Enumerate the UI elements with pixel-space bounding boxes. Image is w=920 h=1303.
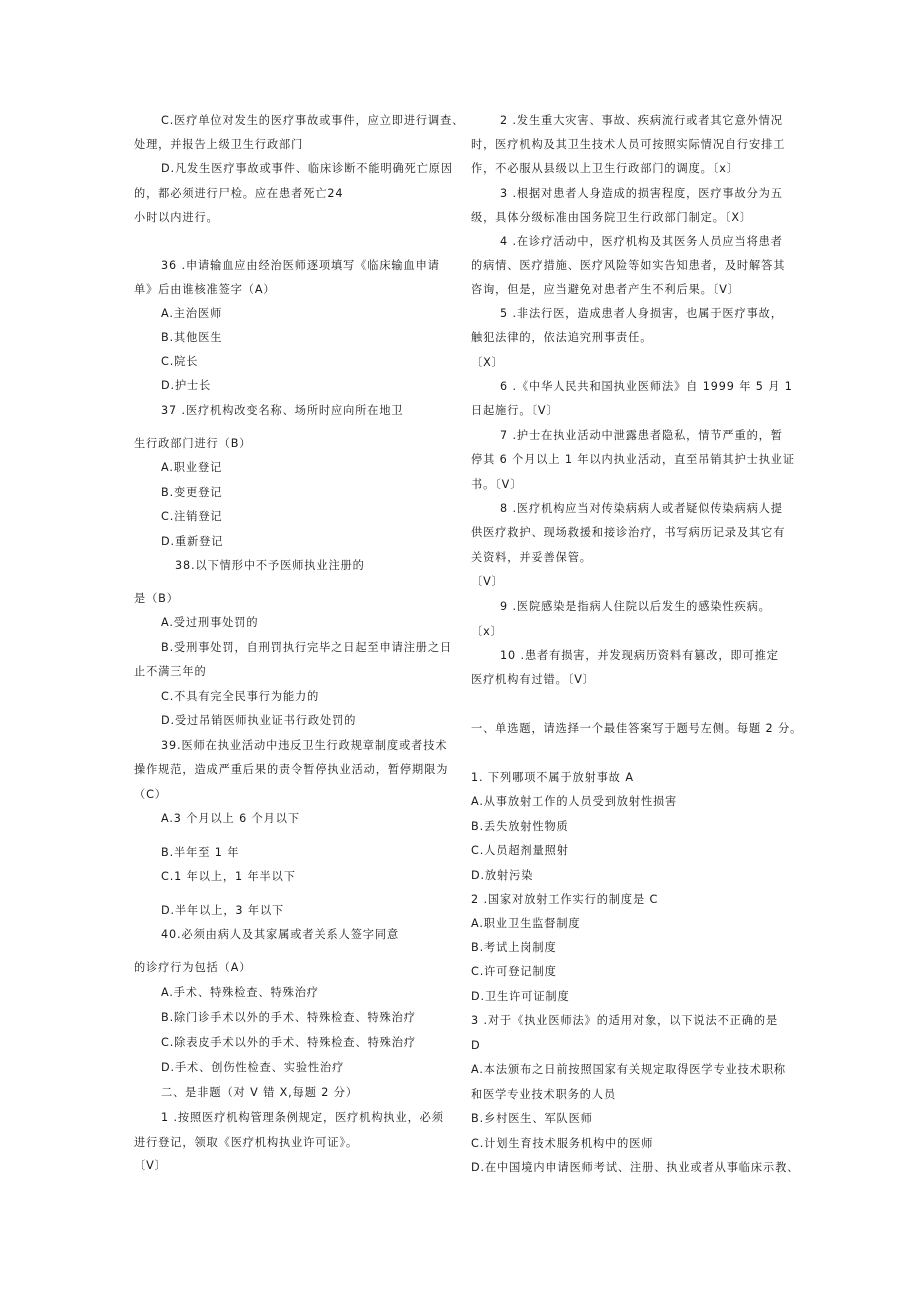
option-line: B.变更登记: [161, 486, 223, 499]
text-line: （C）: [134, 788, 167, 801]
right-column: [460, 0, 920, 1303]
option-line: B.受刑事处罚，自刑罚执行完毕之日起至申请注册之日: [161, 641, 453, 654]
text-line: 小时以内进行。: [134, 211, 219, 224]
option-line: C.许可登记制度: [471, 965, 557, 978]
option-line: B.其他医生: [161, 331, 223, 344]
text-line: 触犯法律的，依法追究刑事责任。: [471, 331, 653, 344]
answer-mark: D: [471, 1039, 481, 1052]
true-false-item-10: 10 .患者有损害，并发现病历资料有篡改，即可推定: [500, 649, 779, 662]
text-line: D.凡发生医疗事故或事件、临床诊断不能明确死亡原因: [161, 162, 453, 175]
text-line: 书。〔V〕: [471, 478, 523, 491]
question-36: 36 .申请输血应由经治医师逐项填写《临床输血申请: [161, 259, 440, 272]
text-line: 供医疗救护、现场救援和接诊治疗，书写病历记录及其它有: [471, 526, 786, 539]
option-line: C.院长: [161, 355, 199, 368]
text-line: 医疗机构有过错。〔V〕: [471, 673, 595, 686]
option-line: C.人员超剂量照射: [471, 844, 569, 857]
option-line: A.3 个月以上 6 个月以下: [161, 812, 300, 825]
option-line: C.不具有完全民事行为能力的: [161, 690, 320, 703]
option-line: A.主治医师: [161, 307, 223, 320]
option-line: D.半年以上，3 年以下: [161, 904, 285, 917]
true-false-item-1: 1 .按照医疗机构管理条例规定，医疗机构执业，必须: [161, 1111, 444, 1124]
true-false-item-5: 5 .非法行医，造成患者人身损害，也属于医疗事故，: [500, 307, 783, 320]
option-line: D.放射污染: [471, 869, 534, 882]
question-38: 38.以下情形中不予医师执业注册的: [175, 559, 365, 572]
true-false-item-7: 7 .护士在执业活动中泄露患者隐私，情节严重的，暂: [500, 429, 783, 442]
text-line: 和医学专业技术职务的人员: [471, 1088, 617, 1101]
option-line: A.职业登记: [161, 461, 223, 474]
text-line: 是（B）: [134, 592, 179, 605]
section-heading: 二、是非题（对 V 错 X,每题 2 分）: [161, 1086, 358, 1099]
option-line: A.本法颁布之日前按照国家有关规定取得医学专业技术职称: [471, 1063, 787, 1076]
option-line: A.从事放射工作的人员受到放射性损害: [471, 795, 678, 808]
option-line: D.护士长: [161, 379, 212, 392]
text-line: 单》后由谁核准签字（A）: [134, 283, 276, 296]
text-line: C.医疗单位对发生的医疗事故或事件，应立即进行调查、: [161, 114, 465, 127]
text-line: 生行政部门进行（B）: [134, 437, 252, 450]
option-line: B.半年至 1 年: [161, 846, 240, 859]
text-line: 处理，并报告上级卫生行政部门: [134, 138, 304, 151]
text-line: 的诊疗行为包括（A）: [134, 961, 252, 974]
answer-mark: 〔V〕: [134, 1159, 167, 1172]
option-line: C.除表皮手术以外的手术、特殊检查、特殊治疗: [161, 1036, 416, 1049]
text-line: 的，都必须进行尸检。应在患者死亡24: [134, 187, 344, 200]
true-false-item-8: 8 .医疗机构应当对传染病病人或者疑似传染病病人提: [500, 502, 783, 515]
text-line: 的病情、医疗措施、医疗风险等如实告知患者，及时解答其: [471, 259, 786, 272]
text-line: 作，不必服从县级以上卫生行政部门的调度。〔x〕: [471, 162, 739, 175]
true-false-item-4: 4 .在诊疗活动中，医疗机构及其医务人员应当将患者: [500, 235, 783, 248]
answer-mark: 〔X〕: [471, 356, 504, 369]
question-3: 3 .对于《执业医师法》的适用对象，以下说法不正确的是: [471, 1014, 779, 1027]
text-line: 级，具体分级标准由国务院卫生行政部门制定。〔X〕: [471, 211, 752, 224]
option-line: B.乡村医生、军队医师: [471, 1112, 593, 1125]
answer-mark: 〔x〕: [471, 625, 503, 638]
option-line: C.注销登记: [161, 510, 223, 523]
option-line: B.丢失放射性物质: [471, 820, 569, 833]
text-line: 时，医疗机构及其卫生技术人员可按照实际情况自行安排工: [471, 138, 786, 151]
section-heading: 一、单选题，请选择一个最佳答案写于题号左侧。每题 2 分。: [471, 722, 803, 735]
text-line: 止不满三年的: [134, 665, 207, 678]
option-line: A.职业卫生监督制度: [471, 917, 581, 930]
option-line: D.在中国境内申请医师考试、注册、执业或者从事临床示教、: [471, 1161, 800, 1174]
true-false-item-3: 3 .根据对患者人身造成的损害程度，医疗事故分为五: [500, 187, 783, 200]
question-37: 37 .医疗机构改变名称、场所时应向所在地卫: [161, 404, 404, 417]
option-line: C.计划生育技术服务机构中的医师: [471, 1137, 654, 1150]
true-false-item-2: 2 .发生重大灾害、事故、疾病流行或者其它意外情况: [500, 114, 783, 127]
text-line: 咨询，但是，应当避免对患者产生不利后果。〔V〕: [471, 283, 740, 296]
question-40: 40.必须由病人及其家属或者关系人签字同意: [161, 928, 400, 941]
option-line: D.重新登记: [161, 535, 224, 548]
true-false-item-6: 6 .《中华人民共和国执业医师法》自 1999 年 5 月 1: [500, 380, 793, 393]
question-1: 1. 下列哪项不属于放射事故 A: [471, 771, 634, 784]
option-line: D.受过吊销医师执业证书行政处罚的: [161, 714, 357, 727]
question-39: 39.医师在执业活动中违反卫生行政规章制度或者技术: [161, 739, 448, 752]
option-line: B.除门诊手术以外的手术、特殊检查、特殊治疗: [161, 1011, 416, 1024]
true-false-item-9: 9 .医院感染是指病人住院以后发生的感染性疾病。: [500, 600, 771, 613]
text-line: 停其 6 个月以上 1 年以内执业活动，直至吊销其护士执业证: [471, 453, 795, 466]
option-line: A.受过刑事处罚的: [161, 616, 259, 629]
text-line: 操作规范，造成严重后果的责令暂停执业活动，暂停期限为: [134, 763, 449, 776]
text-line: 进行登记，领取《医疗机构执业许可证》。: [134, 1136, 359, 1149]
text-line: 日起施行。〔V〕: [471, 404, 559, 417]
text-line: 关资料，并妥善保管。: [471, 551, 592, 564]
answer-mark: 〔V〕: [471, 575, 504, 588]
question-2: 2 .国家对放射工作实行的制度是 C: [471, 893, 659, 906]
option-line: B.考试上岗制度: [471, 941, 557, 954]
option-line: D.卫生许可证制度: [471, 990, 570, 1003]
option-line: C.1 年以上，1 年半以下: [161, 870, 296, 883]
option-line: A.手术、特殊检查、特殊治疗: [161, 986, 319, 999]
option-line: D.手术、创伤性检查、实验性治疗: [161, 1061, 345, 1074]
